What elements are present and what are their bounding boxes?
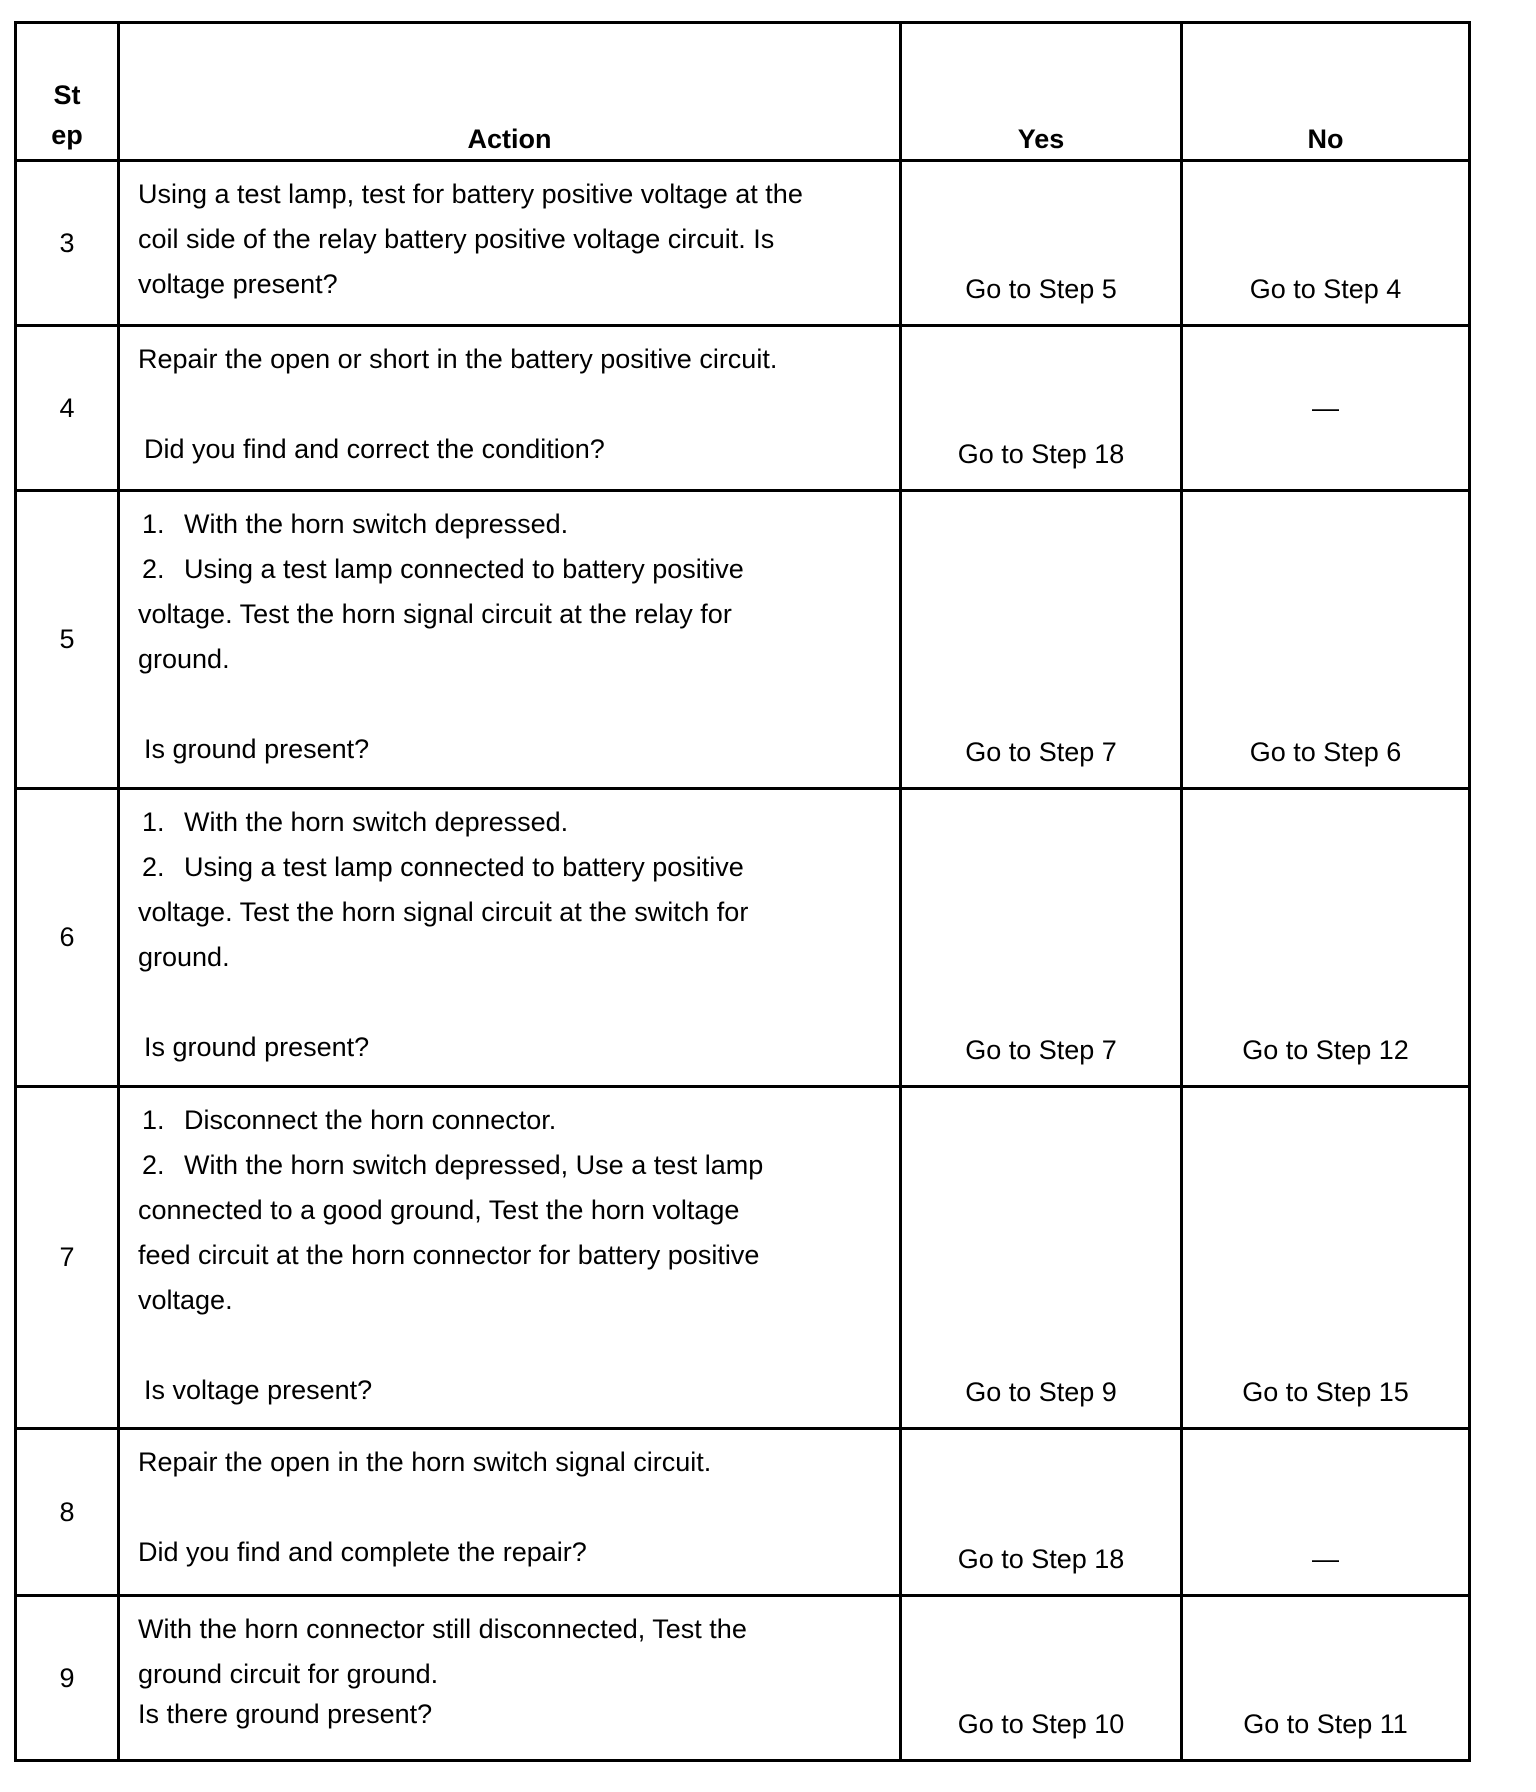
action-cell [119,789,901,1087]
yes-cell: Go to Step 10 [901,1596,1182,1761]
table-row [16,326,1470,491]
header-no: No [1182,23,1470,161]
yes-cell: Go to Step 18 [901,1429,1182,1596]
action-line: connected to a good ground, Test the horn voltage [138,1195,740,1225]
item-text: Using a test lamp connected to battery positive [184,554,744,584]
table-row [16,491,1470,789]
yes-cell: Go to Step 7 [901,789,1182,1087]
header-step [16,23,119,161]
no-cell: Go to Step 6 [1182,491,1470,789]
action-question: Is ground present? [144,734,370,764]
action-item [138,1143,881,1188]
item-number: 2. [142,1150,165,1180]
yes-cell: Go to Step 18 [901,326,1182,491]
action-cell [119,161,901,326]
action-question: Did you find and correct the condition? [144,434,605,464]
action-cell [119,1087,901,1429]
item-number: 1. [142,807,165,837]
item-number: 2. [142,852,165,882]
action-line: voltage. Test the horn signal circuit at the switch for [138,897,749,927]
action-item [138,502,881,547]
diagnostic-table [14,21,1471,1762]
step-number: 8 [16,1429,119,1596]
yes-cell: Go to Step 9 [901,1087,1182,1429]
step-number: 9 [16,1596,119,1761]
no-cell: Go to Step 4 [1182,161,1470,326]
table-row [16,1429,1470,1596]
action-line: Using a test lamp, test for battery positive voltage at the [138,179,803,209]
item-text: With the horn switch depressed. [184,807,569,837]
action-line: With the horn connector still disconnected, Test the [138,1614,747,1644]
item-text: With the horn switch depressed, Use a test lamp [184,1150,764,1180]
action-line: ground. [138,942,230,972]
step-number: 7 [16,1087,119,1429]
action-item [138,845,881,890]
action-line: coil side of the relay battery positive voltage circuit. Is [138,224,775,254]
action-question: Is ground present? [144,1032,370,1062]
item-number: 1. [142,1105,165,1135]
table-row [16,1596,1470,1761]
step-number: 5 [16,491,119,789]
action-cell [119,326,901,491]
no-cell: Go to Step 15 [1182,1087,1470,1429]
action-question: Did you find and complete the repair? [138,1537,587,1567]
action-item [138,800,881,845]
action-cell [119,1429,901,1596]
action-line: ground. [138,644,230,674]
action-line: ground circuit for ground. [138,1659,439,1689]
action-line: voltage. Test the horn signal circuit at the relay for [138,599,732,629]
action-cell [119,1596,901,1761]
header-step-line-1: St [53,80,81,110]
header-step-line-2: ep [51,120,83,150]
action-line: feed circuit at the horn connector for battery positive [138,1240,760,1270]
step-number: 3 [16,161,119,326]
step-number: 4 [16,326,119,491]
yes-cell: Go to Step 5 [901,161,1182,326]
no-cell: Go to Step 12 [1182,789,1470,1087]
step-number: 6 [16,789,119,1087]
no-cell: Go to Step 11 [1182,1596,1470,1761]
item-number: 1. [142,509,165,539]
table-row [16,1087,1470,1429]
table-row [16,161,1470,326]
header-row [16,23,1470,161]
yes-cell: Go to Step 7 [901,491,1182,789]
action-line: Repair the open in the horn switch signal circuit. [138,1447,712,1477]
action-item [138,547,881,592]
header-action: Action [119,23,901,161]
item-text: Using a test lamp connected to battery positive [184,852,744,882]
action-question: Is there ground present? [138,1699,433,1729]
no-cell: — [1182,1429,1470,1596]
no-cell: — [1182,326,1470,491]
action-item [138,1098,881,1143]
action-line: Repair the open or short in the battery positive circuit. [138,344,778,374]
action-line: voltage. [138,1285,233,1315]
action-line: voltage present? [138,269,338,299]
table-row [16,789,1470,1087]
item-number: 2. [142,554,165,584]
item-text: Disconnect the horn connector. [184,1105,557,1135]
item-text: With the horn switch depressed. [184,509,569,539]
header-yes: Yes [901,23,1182,161]
action-question: Is voltage present? [144,1375,373,1405]
action-cell [119,491,901,789]
